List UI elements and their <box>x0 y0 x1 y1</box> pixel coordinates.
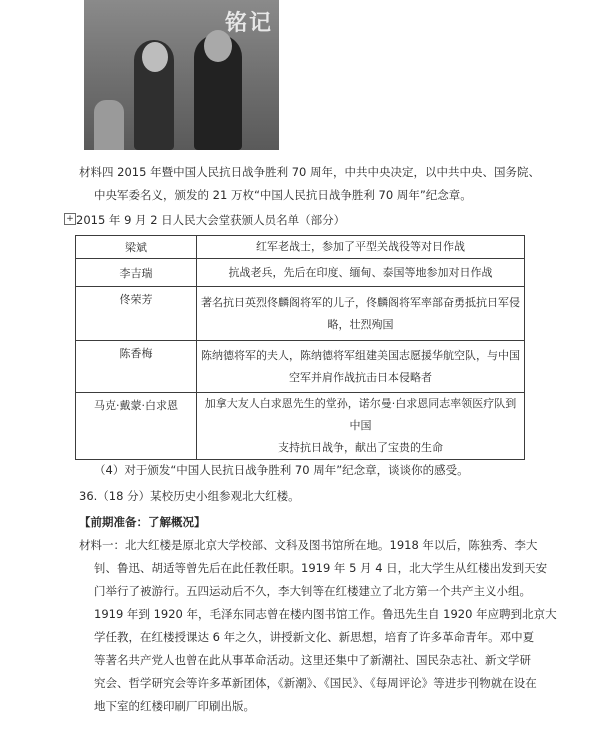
material1-line7: 究会、哲学研究会等许多革新团体，《新潮》、《国民》、《每周评论》等进步刊物就在设在 <box>94 676 537 690</box>
question-4: （4）对于颁发“中国人民抗日战争胜利 70 周年”纪念章，谈谈你的感受。 <box>94 463 469 477</box>
material4-line2: 中央军委名义，颁发的 21 万枚“中国人民抗日战争胜利 70 周年”纪念章。 <box>94 188 472 202</box>
table-row <box>76 236 525 259</box>
material1-line4: 1919 年到 1920 年，毛泽东同志曾在楼内图书馆工作。鲁迅先生自 1920 年应聘到北京大 <box>94 607 557 621</box>
table-cell-desc: 陈纳德将军的夫人，陈纳德将军组建美国志愿援华航空队，与中国 空军并肩作战抗击日本侵略者 <box>197 341 525 393</box>
photo-sign-text: 铭记 <box>224 11 273 36</box>
table-cell-name: 佟荣芳 <box>76 287 197 341</box>
table-row <box>76 287 525 341</box>
material1-line6: 等著名共产党人也曾在此从事革命活动。这里还集中了新潮社、国民杂志社、新文学研 <box>94 653 531 667</box>
table-cell-name: 陈香梅 <box>76 341 197 393</box>
material1-line5: 学任教，在红楼授课达 6 年之久，讲授新文化、新思想，培育了许多革命青年。邓中夏 <box>94 630 535 644</box>
prep-heading: 【前期准备：了解概况】 <box>79 515 206 529</box>
material1-line1: 材料一：北大红楼是原北京大学校部、文科及图书馆所在地。1918 年以后，陈独秀、李大 <box>79 538 538 552</box>
table-cell-desc: 著名抗日英烈佟麟阁将军的儿子，佟麟阁将军率部奋勇抵抗日军侵 略，壮烈殉国 <box>197 287 525 341</box>
material1-line2: 钊、鲁迅、胡适等曾先后在此任教任职。1919 年 5 月 4 日，北大学生从红楼出发到天安 <box>94 561 548 575</box>
table-cell-name: 马克·戴蒙·白求恩 <box>76 393 197 460</box>
table-cell-desc: 加拿大友人白求恩先生的堂孙，诺尔曼·白求恩同志率领医疗队到中国 支持抗日战争，献出了宝贵的生命 <box>197 393 525 460</box>
material1-line3: 门举行了被游行。五四运动后不久，李大钊等在红楼建立了北方第一个共产主义小组。 <box>94 584 531 598</box>
table-cell-desc: 红军老战士，参加了平型关战役等对日作战 <box>197 236 525 259</box>
question-36: 36.（18 分）某校历史小组参观北大红楼。 <box>79 489 300 503</box>
table-row <box>76 259 525 287</box>
material4-line1: 材料四 2015 年暨中国人民抗日战争胜利 70 周年，中共中央决定，以中共中央、国务院、 <box>79 165 541 179</box>
photo-head-left <box>142 42 168 72</box>
awardees-table <box>75 235 525 460</box>
material1-line8: 地下室的红楼印刷厂印刷出版。 <box>94 699 255 713</box>
table-cell-name: 李吉瑞 <box>76 259 197 287</box>
table-caption: 2015 年 9 月 2 日人民大会堂获颁人员名单（部分） <box>76 213 346 227</box>
table-row <box>76 393 525 460</box>
table-cell-desc: 抗战老兵，先后在印度、缅甸、泰国等地参加对日作战 <box>197 259 525 287</box>
commemoration-photo <box>84 0 279 150</box>
table-cell-name: 梁斌 <box>76 236 197 259</box>
photo-background-figure <box>94 100 124 150</box>
table-row <box>76 341 525 393</box>
table-move-handle-icon[interactable]: + <box>64 213 76 225</box>
